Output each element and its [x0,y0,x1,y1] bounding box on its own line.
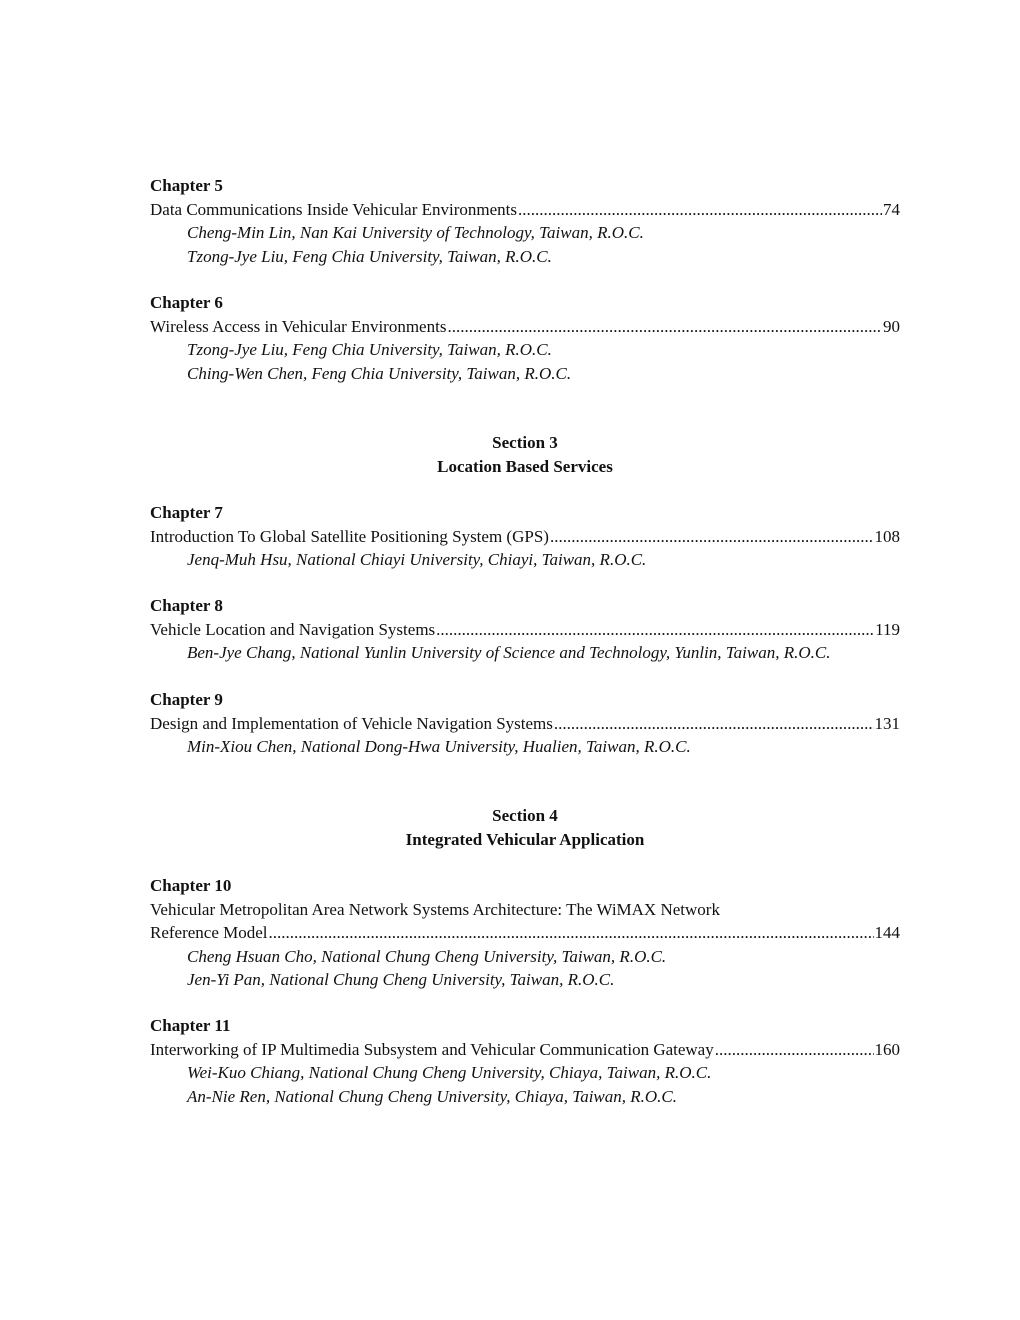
toc-chapter-9 [150,688,900,759]
chapter-author: An-Nie Ren, National Chung Cheng University, Chiaya, Taiwan, R.O.C. [187,1086,678,1106]
chapter-author: Cheng-Min Lin, Nan Kai University of Technology, Taiwan, R.O.C. [187,223,644,242]
chapter-author: Cheng Hsuan Cho, National Chung Cheng University, Taiwan, R.O.C. [187,946,667,966]
chapter-title: Reference Model [150,923,268,942]
dot-leader [518,198,882,222]
toc-chapter-11 [150,1014,900,1108]
chapter-author: Tzong-Jye Liu, Feng Chia University, Taiwan, R.O.C. [187,246,552,266]
page-number: 119 [875,619,900,639]
chapter-title-row[interactable] [150,921,900,945]
section-number: Section 3 [492,433,558,452]
page-number: 108 [874,526,900,546]
dot-leader [550,525,874,549]
chapter-title: Interworking of IP Multimedia Subsystem and Vehicular Communication Gateway [150,1039,714,1059]
toc-chapter-5 [150,174,900,268]
dot-leader [554,712,874,736]
chapter-title: Design and Implementation of Vehicle Navigation Systems [150,713,553,733]
chapter-title: Wireless Access in Vehicular Environments [150,316,447,336]
toc-section-4 [150,804,900,851]
dot-leader [715,1038,874,1062]
page-number: 90 [883,316,900,336]
chapter-title-row[interactable] [150,315,900,339]
chapter-title-line[interactable]: Vehicular Metropolitan Area Network Systems Architecture: The WiMAX Network [150,899,720,919]
chapter-title: Introduction To Global Satellite Positioning System (GPS) [150,526,549,546]
section-number: Section 4 [492,806,558,825]
toc-chapter-10 [150,874,900,992]
chapter-label: Chapter 11 [150,1016,231,1035]
dot-leader [269,921,874,945]
chapter-title-row[interactable] [150,198,900,222]
page-number: 131 [874,713,900,733]
chapter-title-row[interactable] [150,525,900,549]
chapter-author: Tzong-Jye Liu, Feng Chia University, Taiwan, R.O.C. [187,340,552,359]
chapter-author: Ben-Jye Chang, National Yunlin University of Science and Technology, Yunlin, Taiwan, R.O.C. [187,643,831,662]
toc-chapter-7 [150,501,900,572]
chapter-author: Wei-Kuo Chiang, National Chung Cheng University, Chiaya, Taiwan, R.O.C. [187,1063,712,1082]
chapter-label: Chapter 9 [150,690,223,709]
page-number: 74 [883,199,900,219]
section-title: Location Based Services [437,456,613,476]
chapter-author: Min-Xiou Chen, National Dong-Hwa University, Hualien, Taiwan, R.O.C. [187,737,691,756]
dot-leader [436,618,874,642]
chapter-title: Vehicle Location and Navigation Systems [150,619,436,639]
chapter-title-row[interactable] [150,712,900,736]
chapter-label: Chapter 8 [150,596,223,615]
chapter-author: Jen-Yi Pan, National Chung Cheng University, Taiwan, R.O.C. [187,970,615,989]
chapter-title: Data Communications Inside Vehicular Environments [150,199,518,219]
chapter-author: Jenq-Muh Hsu, National Chiayi University, Chiayi, Taiwan, R.O.C. [187,550,647,569]
toc-chapter-8 [150,594,900,665]
page-number: 160 [874,1039,900,1059]
toc-section-3 [150,431,900,478]
dot-leader [447,315,882,339]
chapter-title-row[interactable] [150,1038,900,1062]
section-title: Integrated Vehicular Application [405,829,645,849]
chapter-author: Ching-Wen Chen, Feng Chia University, Taiwan, R.O.C. [187,363,572,383]
chapter-title-row[interactable] [150,618,900,642]
page-number: 144 [874,923,900,942]
chapter-label: Chapter 7 [150,503,223,522]
chapter-label: Chapter 6 [150,293,223,312]
toc-chapter-6 [150,291,900,385]
chapter-label: Chapter 5 [150,176,223,195]
chapter-label: Chapter 10 [150,876,232,895]
